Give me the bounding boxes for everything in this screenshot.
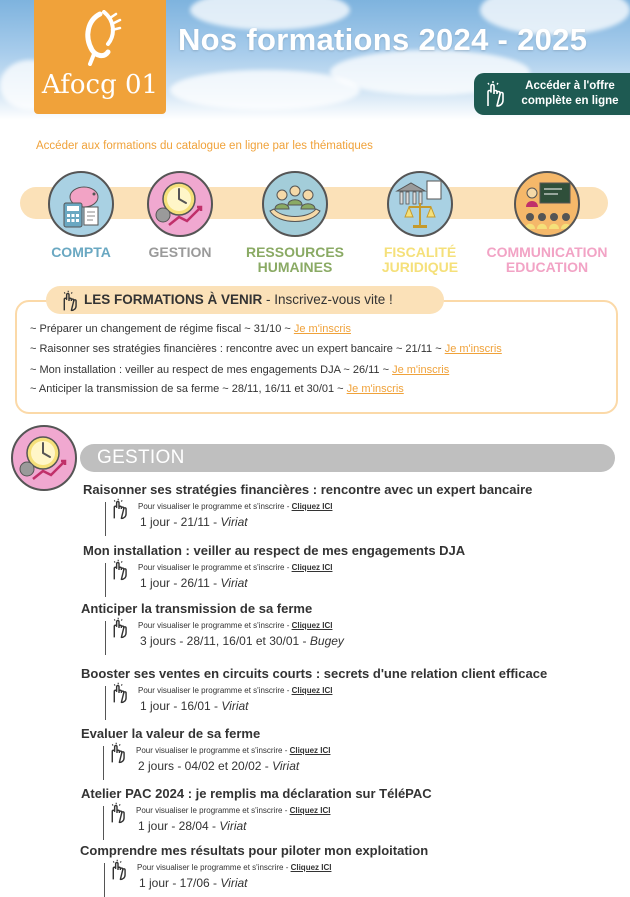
pointing-hand-icon: [108, 617, 130, 644]
course-location: Viriat: [272, 759, 300, 773]
clock-gear-chart-icon: [147, 171, 213, 237]
register-link[interactable]: Je m'inscris: [293, 323, 351, 335]
upcoming-item: [30, 383, 404, 395]
upcoming-box: [15, 300, 618, 414]
theme-gestion[interactable]: [115, 171, 245, 260]
online-offer-label: Accéder à l'offre complète en ligne: [521, 80, 619, 107]
course-duration-dates: 3 jours - 28/11, 16/01 et 30/01 -: [140, 634, 310, 648]
course-location: Viriat: [221, 699, 249, 713]
online-offer-button[interactable]: [474, 73, 630, 115]
course-duration-dates: 1 jour - 28/04 -: [138, 819, 220, 833]
click-here-link[interactable]: Cliquez ICI: [291, 563, 333, 572]
theme-label: COMMUNICATION EDUCATION: [486, 244, 608, 275]
pointing-hand-icon: [108, 682, 130, 709]
pointing-hand-icon: [107, 859, 129, 886]
course-meta: [140, 634, 344, 648]
course-info-text: Pour visualiser le programme et s'inscrire -: [138, 502, 292, 511]
course-divider: [103, 806, 104, 840]
upcoming-heading-bold: LES FORMATIONS À VENIR: [84, 292, 263, 307]
theme-label: FISCALITÉ JURIDIQUE: [381, 244, 459, 275]
click-here-link[interactable]: Cliquez ICI: [289, 746, 331, 755]
course-title: Mon installation : veiller au respect de mes engagements DJA: [83, 543, 466, 558]
click-here-link[interactable]: Cliquez ICI: [289, 806, 331, 815]
pointing-hand-icon: [106, 802, 128, 829]
course-divider: [105, 502, 106, 536]
course-title: Anticiper la transmission de sa ferme: [81, 601, 313, 616]
theme-ressources-humaines[interactable]: [230, 171, 360, 275]
click-here-link[interactable]: Cliquez ICI: [291, 502, 333, 511]
upcoming-item-text: ~ Préparer un changement de régime fiscal ~ 31/10 ~: [30, 323, 294, 335]
course-info: [138, 502, 332, 511]
upcoming-item: [30, 323, 351, 335]
course-title: Booster ses ventes en circuits courts : secrets d'une relation client efficace: [81, 666, 548, 681]
course-divider: [105, 563, 106, 597]
course-info: [138, 686, 332, 695]
course-duration-dates: 1 jour - 16/01 -: [140, 699, 222, 713]
upcoming-item-text: ~ Raisonner ses stratégies financières : rencontre avec un expert bancaire ~ 21/11 ~: [30, 343, 445, 355]
course-meta: [139, 876, 248, 890]
teacher-board-icon: [514, 171, 580, 237]
pointing-hand-icon: [106, 742, 128, 769]
course-title: Comprendre mes résultats pour piloter mon exploitation: [80, 843, 429, 858]
theme-label: RESSOURCES HUMAINES: [245, 244, 345, 275]
upcoming-item: [30, 343, 502, 355]
course-meta: [138, 819, 247, 833]
course-info: [136, 746, 330, 755]
course-meta: [140, 699, 249, 713]
fork-wheat-logo-icon: [74, 10, 126, 66]
course-divider: [105, 621, 106, 655]
upcoming-item-text: ~ Anticiper la transmission de sa ferme ~ 28/11, 16/11 et 30/01 ~: [30, 383, 347, 395]
clock-gear-chart-icon: [11, 425, 77, 491]
upcoming-item: [30, 364, 449, 376]
course-info: [138, 563, 332, 572]
section-title: GESTION: [97, 447, 185, 468]
course-meta: [140, 576, 248, 590]
course-title: Atelier PAC 2024 : je remplis ma déclaration sur TéléPAC: [81, 786, 432, 801]
course-info-text: Pour visualiser le programme et s'inscrire -: [136, 746, 290, 755]
course-duration-dates: 1 jour - 21/11 -: [140, 515, 221, 529]
page-title: Nos formations 2024 - 2025: [178, 22, 588, 57]
pointing-hand-icon: [108, 498, 130, 525]
course-title: Evaluer la valeur de sa ferme: [81, 726, 261, 741]
click-here-link[interactable]: Cliquez ICI: [290, 863, 332, 872]
upcoming-item-text: ~ Mon installation : veiller au respect de mes engagements DJA ~ 26/11 ~: [30, 364, 393, 376]
course-location: Viriat: [220, 576, 248, 590]
pointing-hand-icon: [108, 559, 130, 586]
course-location: Viriat: [220, 876, 248, 890]
course-info: [138, 621, 332, 630]
course-location: Bugey: [309, 634, 344, 648]
course-location: Viriat: [219, 819, 247, 833]
course-location: Viriat: [220, 515, 248, 529]
pointing-hand-icon: [480, 80, 508, 108]
click-here-link[interactable]: Cliquez ICI: [291, 621, 333, 630]
upcoming-heading: [46, 286, 444, 314]
course-duration-dates: 2 jours - 04/02 et 20/02 -: [138, 759, 273, 773]
course-meta: [138, 759, 299, 773]
course-meta: [140, 515, 248, 529]
course-info-text: Pour visualiser le programme et s'inscrire -: [138, 686, 292, 695]
course-info-text: Pour visualiser le programme et s'inscrire -: [137, 863, 291, 872]
click-here-link[interactable]: Cliquez ICI: [291, 686, 333, 695]
theme-communication-education[interactable]: [482, 171, 612, 275]
course-title: Raisonner ses stratégies financières : rencontre avec un expert bancaire: [83, 482, 533, 497]
register-link[interactable]: Je m'inscris: [392, 364, 450, 376]
course-duration-dates: 1 jour - 26/11 -: [140, 576, 221, 590]
course-divider: [103, 746, 104, 780]
piggy-bank-calculator-icon: [48, 171, 114, 237]
course-info: [137, 863, 331, 872]
people-hands-icon: [262, 171, 328, 237]
course-info-text: Pour visualiser le programme et s'inscrire -: [138, 621, 292, 630]
section-header-bar: [80, 444, 615, 472]
course-info-text: Pour visualiser le programme et s'inscrire -: [136, 806, 290, 815]
course-duration-dates: 1 jour - 17/06 -: [139, 876, 221, 890]
theme-label: GESTION: [148, 244, 212, 260]
course-info: [136, 806, 330, 815]
course-divider: [105, 686, 106, 720]
themes-intro: Accéder aux formations du catalogue en ligne par les thématiques: [36, 140, 373, 152]
course-info-text: Pour visualiser le programme et s'inscrire -: [138, 563, 292, 572]
afocg-logo[interactable]: [34, 0, 166, 114]
upcoming-heading-rest: - Inscrivez-vous vite !: [262, 292, 393, 307]
pointing-hand-icon: [58, 290, 80, 312]
theme-label: COMPTA: [51, 244, 111, 260]
register-link[interactable]: Je m'inscris: [444, 343, 502, 355]
logo-text: Afocg 01: [41, 70, 159, 100]
register-link[interactable]: Je m'inscris: [346, 383, 404, 395]
scales-building-icon: [387, 171, 453, 237]
theme-fiscalite-juridique[interactable]: [355, 171, 485, 275]
